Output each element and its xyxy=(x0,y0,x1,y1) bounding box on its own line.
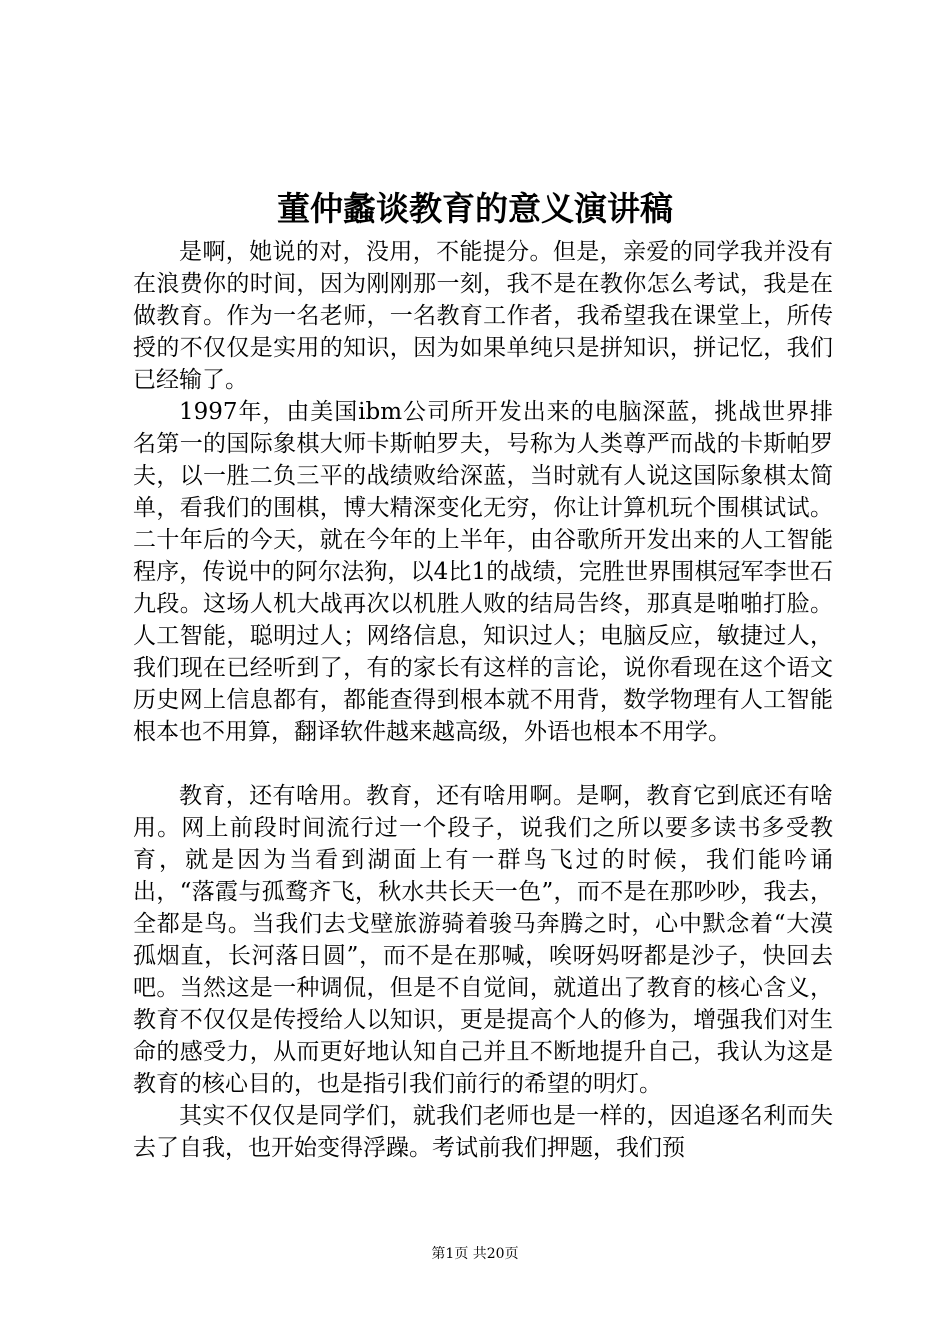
paragraph-2: 1997年，由美国ibm公司所开发出来的电脑深蓝，挑战世界排名第一的国际象棋大师卡斯帕罗夫，号称为人类尊严而战的卡斯帕罗夫，以一胜二负三平的战绩败给深蓝，当时就有人说这国际象棋太简单，看我们的围棋，博大精深变化无穷，你让计算机玩个围棋试试。二十年后的今天，就在今年的上半年，由谷歌所开发出来的人工智能程序，传说中的阿尔法狗，以4比1的战绩，完胜世界围棋冠军李世石九段。这场人机大战再次以机胜人败的结局告终，那真是啪啪打脸。人工智能，聪明过人；网络信息，知识过人；电脑反应，敏捷过人，我们现在已经听到了，有的家长有这样的言论，说你看现在这个语文历史网上信息都有，都能查得到根本就不用背，数学物理有人工智能根本也不用算，翻译软件越来越高级，外语也根本不用学。 xyxy=(133,399,833,745)
paragraph-3: 教育，还有啥用。教育，还有啥用啊。是啊，教育它到底还有啥用。网上前段时间流行过一个段子，说我们之所以要多读书多受教育，就是因为当看到湖面上有一群鸟飞过的时候，我们能吟诵出，“落霞与孤鹜齐飞，秋水共长天一色”，而不是在那吵吵，我去，全都是鸟。当我们去戈壁旅游骑着骏马奔腾之时，心中默念着“大漠孤烟直，长河落日圆”，而不是在那喊，唉呀妈呀都是沙子，快回去吧。当然这是一种调侃，但是不自觉间，就道出了教育的核心含义，教育不仅仅是传授给人以知识，更是提高个人的修为，增强我们对生命的感受力，从而更好地认知自己并且不断地提升自己，我认为这是教育的核心目的，也是指引我们前行的希望的明灯。 xyxy=(133,783,833,1097)
document-body xyxy=(133,236,833,1164)
page-number-footer: 第1页 共20页 xyxy=(431,1246,519,1262)
paragraph-spacer xyxy=(133,748,833,780)
document-title: 董仲蠡谈教育的意义演讲稿 xyxy=(277,189,673,228)
paragraph-1: 是啊，她说的对，没用，不能提分。但是，亲爱的同学我并没有在浪费你的时间，因为刚刚那一刻，我不是在教你怎么考试，我是在做教育。作为一名老师，一名教育工作者，我希望我在课堂上，所传授的不仅仅是实用的知识，因为如果单纯只是拼知识，拼记忆，我们已经输了。 xyxy=(133,239,833,393)
paragraph-4: 其实不仅仅是同学们，就我们老师也是一样的，因追逐名利而失去了自我，也开始变得浮躁。考试前我们押题，我们预 xyxy=(133,1103,833,1161)
